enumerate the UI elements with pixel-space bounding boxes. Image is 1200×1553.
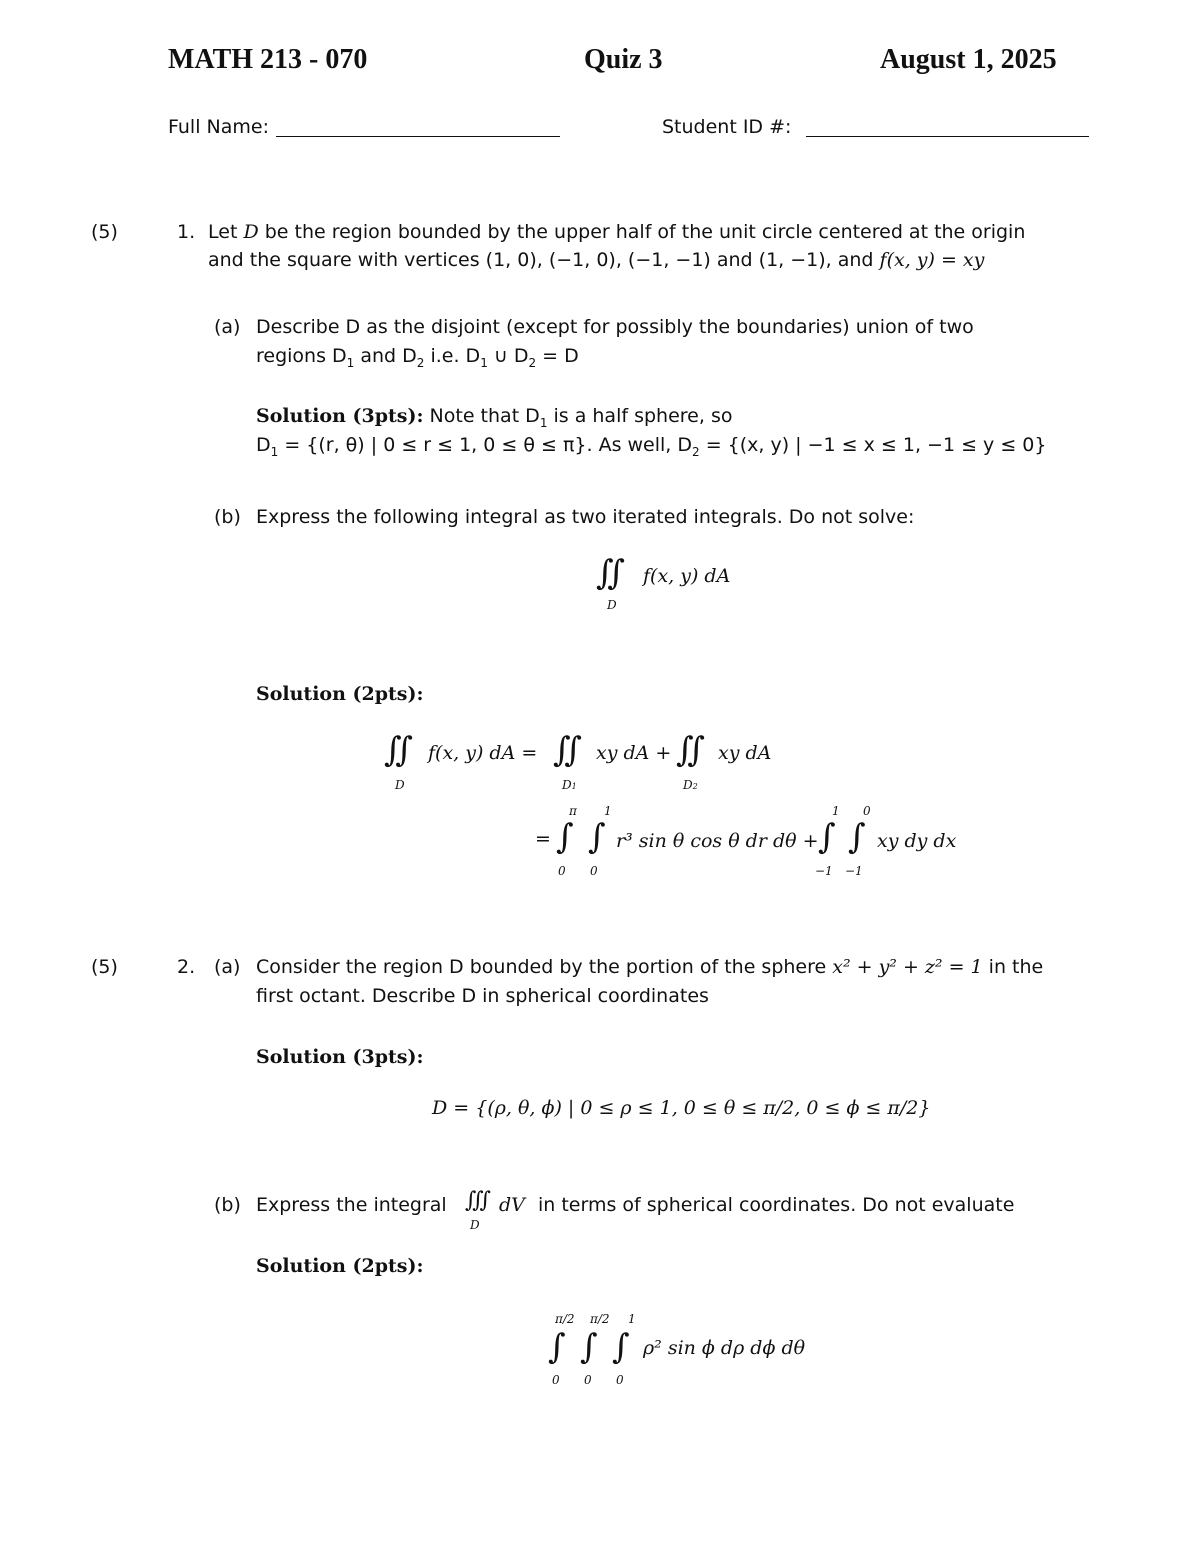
eq1-lhs: f(x, y) dA =	[428, 742, 538, 764]
q1a-label: (a)	[214, 316, 241, 338]
q1-line2: and the square with vertices (1, 0), (−1, 0), (−1, −1) and (1, −1), and f(x, y) = xy	[208, 249, 985, 271]
integral-region-d1: D1	[562, 778, 577, 792]
name-field[interactable]	[276, 136, 560, 137]
integral-region-d: D	[395, 778, 405, 792]
q2b-region: D	[470, 1218, 480, 1232]
lower-limit-0e: 0	[584, 1373, 592, 1387]
integral-sign-rho: ∫	[612, 1327, 630, 1367]
q1b-integrand: f(x, y) dA	[643, 565, 731, 587]
q1b-solution-label: Solution (2pts):	[256, 683, 424, 705]
quiz-title: Quiz 3	[584, 44, 663, 75]
lower-limit-0f: 0	[616, 1373, 624, 1387]
upper-limit-pi2b: π/2	[590, 1312, 610, 1326]
double-integral-sign: ∬	[596, 553, 625, 593]
q2b-dv: dV	[499, 1194, 525, 1216]
lower-limit-neg1a: −1	[815, 864, 833, 878]
q2b-integrand: ρ² sin ϕ dρ dϕ dθ	[643, 1337, 806, 1359]
upper-limit-1c: 1	[628, 1312, 636, 1326]
eq2-equals: =	[535, 828, 551, 850]
integral-sign-d1: ∬	[553, 730, 582, 770]
q1b-label: (b)	[214, 506, 241, 528]
q2b-solution-label: Solution (2pts):	[256, 1255, 424, 1277]
upper-limit-1b: 1	[832, 804, 840, 818]
triple-integral-sign: ∭	[465, 1188, 492, 1213]
integral-sign-d2: ∬	[676, 730, 705, 770]
name-label: Full Name:	[168, 116, 269, 138]
q2-number: 2.	[177, 956, 196, 978]
q1a-solution-line1: Solution (3pts): Note that $D_1$ is a half sphere, so	[256, 405, 733, 430]
eq2-term2: xy dy dx	[877, 830, 957, 852]
integral-region: D	[607, 598, 617, 612]
integral-sign-theta: ∫	[556, 817, 574, 857]
q2a-line2: first octant. Describe D in spherical coordinates	[256, 985, 709, 1007]
q2a-label: (a)	[214, 956, 241, 978]
q1b-text: Express the following integral as two iterated integrals. Do not solve:	[256, 506, 915, 528]
integral-sign-theta2: ∫	[548, 1327, 566, 1367]
q2a-solution-label: Solution (3pts):	[256, 1046, 424, 1068]
q1a-solution-line2: $D_1 = \{(r$, θ) | 0 ≤ r ≤ 1, 0 ≤ θ ≤ π}. As well, $D_2 = \{(x$, y) | −1 ≤ x ≤ 1, −1 ≤ y ≤ 0}	[256, 434, 1047, 459]
q1-line1: Let D be the region bounded by the upper half of the unit circle centered at the origin	[208, 221, 1026, 243]
integral-sign-y: ∫	[848, 817, 866, 857]
q2b-label: (b)	[214, 1194, 241, 1216]
lower-limit-0a: 0	[558, 864, 566, 878]
eq1-term2: xy dA	[718, 742, 772, 764]
lower-limit-neg1b: −1	[845, 864, 863, 878]
q2b-text-start: Express the integral	[256, 1194, 447, 1216]
student-id-field[interactable]	[806, 136, 1089, 137]
quiz-date: August 1, 2025	[880, 44, 1057, 75]
q2a-line1: Consider the region D bounded by the portion of the sphere x² + y² + z² = 1 in the	[256, 956, 1044, 978]
integral-region-d2: D2	[683, 778, 698, 792]
upper-limit-pi2a: π/2	[555, 1312, 575, 1326]
q1-points: (5)	[91, 221, 118, 243]
integral-sign-lhs: ∬	[384, 730, 413, 770]
q2a-solution-equation: D = {(ρ, θ, ϕ) | 0 ≤ ρ ≤ 1, 0 ≤ θ ≤ π/2, 0 ≤ ϕ ≤ π/2}	[432, 1097, 931, 1119]
upper-limit-pi: π	[569, 804, 577, 818]
q2-points: (5)	[91, 956, 118, 978]
q1a-line1: Describe D as the disjoint (except for possibly the boundaries) union of two	[256, 316, 974, 338]
integral-sign-r: ∫	[588, 817, 606, 857]
integral-sign-phi: ∫	[580, 1327, 598, 1367]
upper-limit-0c: 0	[863, 804, 871, 818]
q1-number: 1.	[177, 221, 196, 243]
q1a-line2: regions $D_1$ and $D_2$ i.e. $D_1$ ∪ $D_2 = D$	[256, 345, 579, 370]
student-id-label: Student ID #:	[662, 116, 792, 138]
lower-limit-0b: 0	[590, 864, 598, 878]
q2b-text-end: in terms of spherical coordinates. Do not evaluate	[538, 1194, 1015, 1216]
lower-limit-0d: 0	[552, 1373, 560, 1387]
upper-limit-1a: 1	[604, 804, 612, 818]
eq2-term1: r³ sin θ cos θ dr dθ +	[616, 830, 819, 852]
eq1-term1: xy dA +	[596, 742, 672, 764]
integral-sign-x: ∫	[818, 817, 836, 857]
course-title: MATH 213 - 070	[168, 44, 368, 75]
